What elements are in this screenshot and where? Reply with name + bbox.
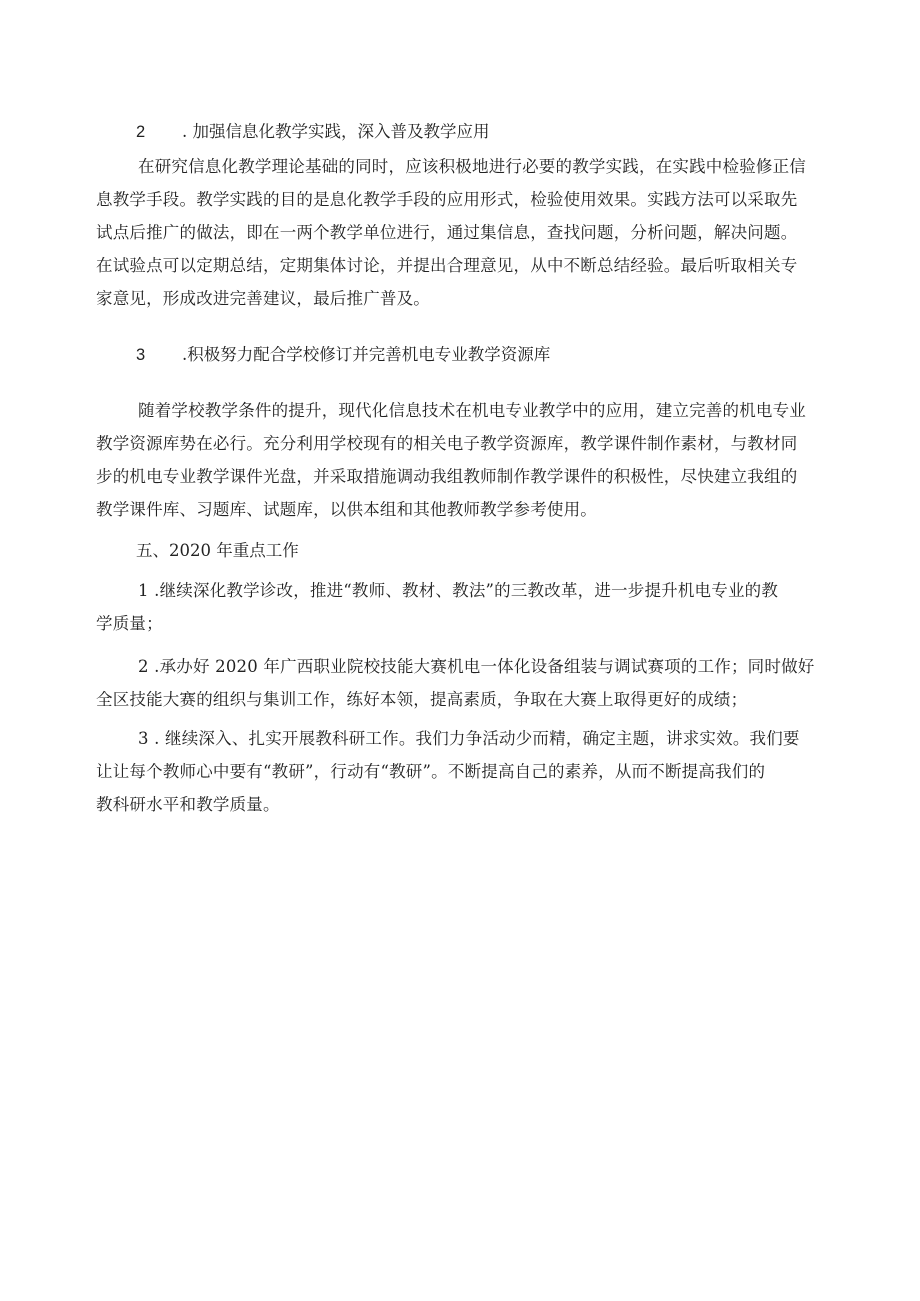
paragraph-line: 教学课件库、习题库、试题库，以供本组和其他教师教学参考使用。 bbox=[96, 500, 597, 519]
section-5-heading: 五、2020 年重点工作 bbox=[136, 541, 299, 560]
paragraph-line: 家意见，形成改进完善建议，最后推广普及。 bbox=[96, 289, 430, 308]
paragraph-line: 随着学校教学条件的提升，现代化信息技术在机电专业教学中的应用，建立完善的机电专业 bbox=[138, 401, 806, 420]
section-3-paragraph bbox=[96, 394, 826, 526]
paragraph-line: 试点后推广的做法，即在一两个教学单位进行，通过集信息，查找问题，分析问题，解决问题。 bbox=[96, 223, 798, 242]
section-3-title: .积极努力配合学校修订并完善机电专业教学资源库 bbox=[182, 345, 551, 364]
section-3-number: 3 bbox=[136, 346, 146, 364]
section-3-heading bbox=[0, 344, 920, 366]
item-line: 全区技能大赛的组织与集训工作，练好本领，提高素质，争取在大赛上取得更好的成绩； bbox=[96, 690, 748, 709]
work-item-1 bbox=[96, 574, 826, 640]
item-line: 2 .承办好 2020 年广西职业院校技能大赛机电一体化设备组装与调试赛项的工作；同时做好 bbox=[138, 657, 815, 676]
paragraph-line: 在试验点可以定期总结，定期集体讨论，并提出合理意见，从中不断总结经验。最后听取相关专 bbox=[96, 256, 798, 275]
item-line: 教科研水平和教学质量。 bbox=[96, 795, 280, 814]
item-line: 让让每个教师心中要有“教研”，行动有“教研”。不断提高自己的素养，从而不断提高我们的 bbox=[96, 762, 766, 781]
item-line: 3 . 继续深入、扎实开展教科研工作。我们力争活动少而精，确定主题，讲求实效。我们要 bbox=[138, 729, 800, 748]
item-line: 1 .继续深化教学诊改，推进“教师、教材、教法”的三教改革，进一步提升机电专业的教 bbox=[138, 581, 779, 600]
paragraph-line: 息教学手段。教学实践的目的是息化教学手段的应用形式，检验使用效果。实践方法可以采取先 bbox=[96, 190, 798, 209]
paragraph-line: 教学资源库势在必行。充分利用学校现有的相关电子教学资源库，教学课件制作素材，与教材同 bbox=[96, 434, 798, 453]
section-2-number: 2 bbox=[136, 123, 146, 141]
section-2-paragraph bbox=[96, 150, 826, 315]
work-item-3 bbox=[96, 722, 826, 821]
paragraph-line: 步的机电专业教学课件光盘，并采取措施调动我组教师制作教学课件的积极性，尽快建立我组的 bbox=[96, 467, 798, 486]
item-line: 学质量； bbox=[96, 614, 163, 633]
section-2-heading bbox=[0, 121, 920, 143]
work-item-2 bbox=[96, 650, 826, 716]
section-2-title: . 加强信息化教学实践，深入普及教学应用 bbox=[182, 122, 490, 141]
paragraph-line: 在研究信息化教学理论基础的同时，应该积极地进行必要的教学实践，在实践中检验修正信 bbox=[138, 157, 806, 176]
